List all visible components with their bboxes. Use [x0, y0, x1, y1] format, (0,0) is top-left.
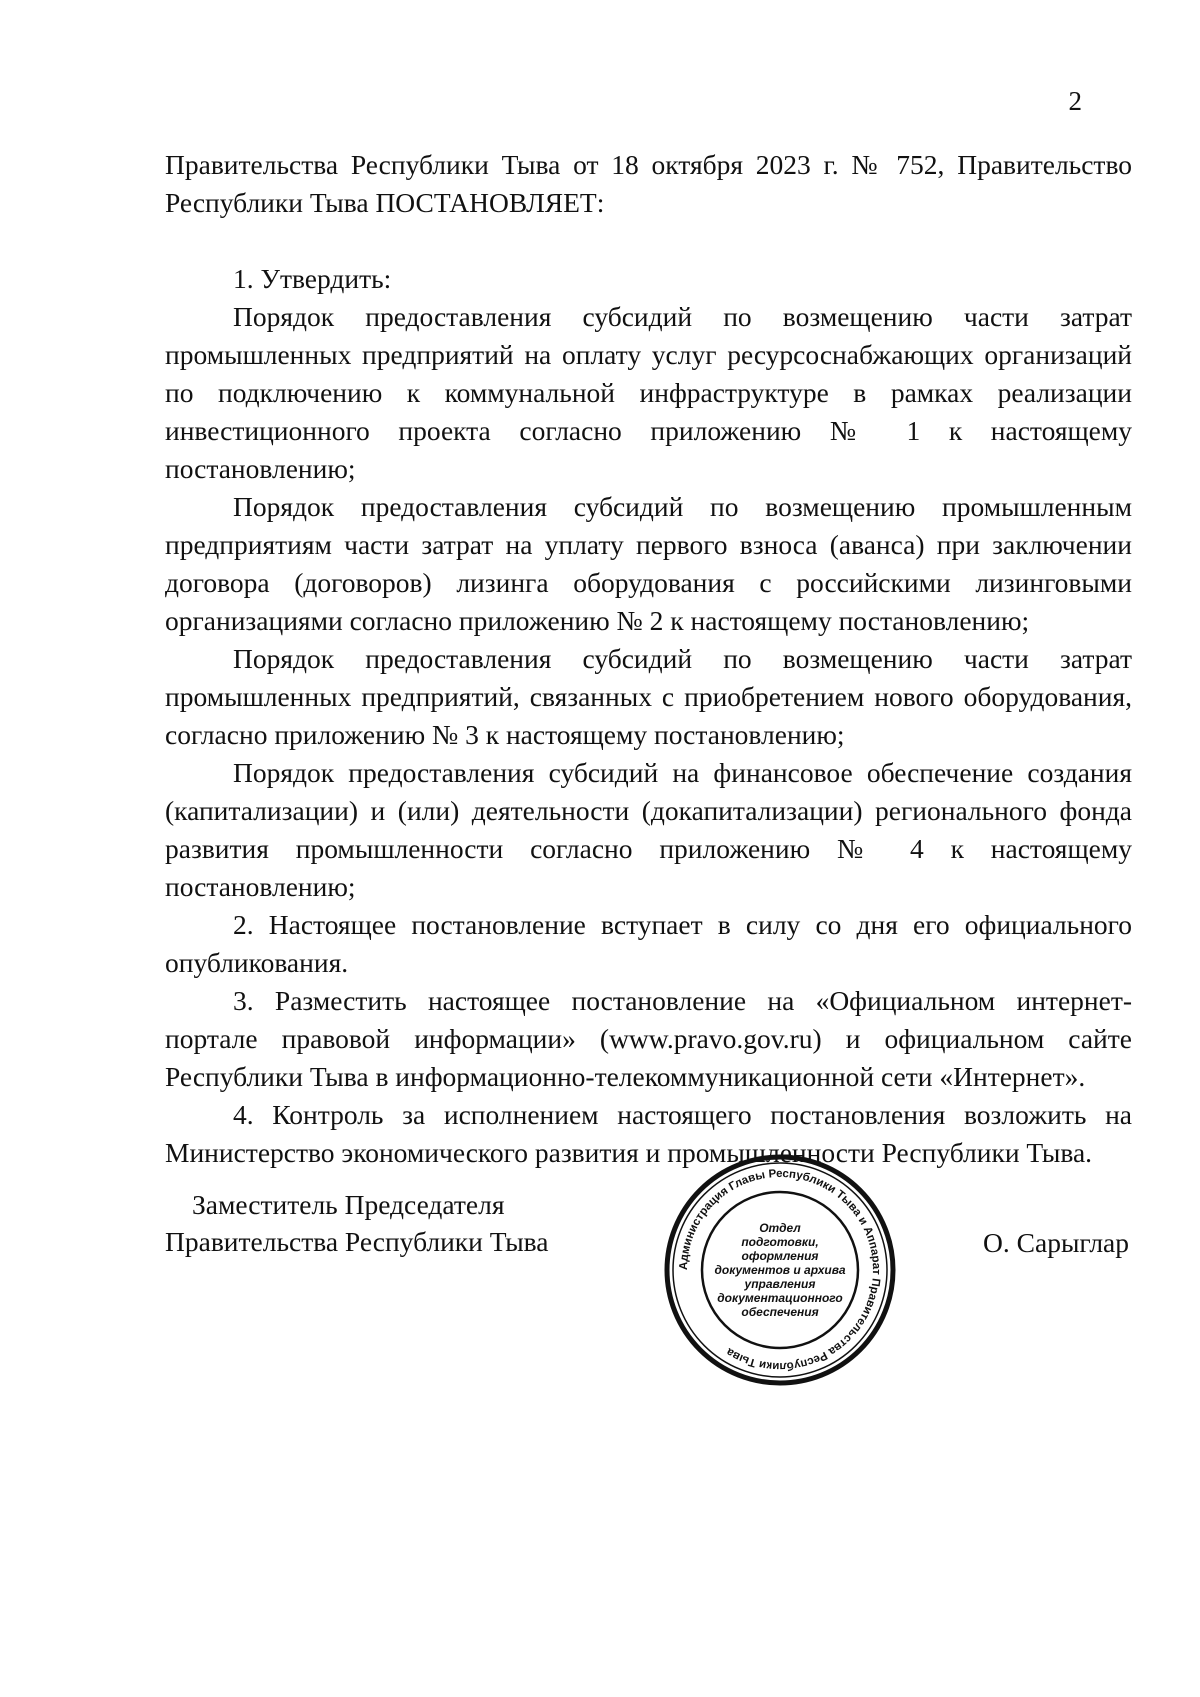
paragraph-item-3: 3. Разместить настоящее постановление на «Официальном интернет-портале правовой информации» (www.pravo.gov.ru) и официальном сайте Республики Тыва в информационно-телекоммуникационной сети «Интернет».: [165, 985, 1132, 1092]
paragraph-order-1: Порядок предоставления субсидий по возмещению части затрат промышленных предприятий на оплату услуг ресурсоснабжающих организаций по подключению к коммунальной инфраструктуре в рамках реализации инвестиционного проекта согласно приложению № 1 к настоящему постановлению;: [165, 301, 1132, 484]
signatory-name: О. Сарыглар: [983, 1227, 1129, 1258]
stamp-inner-line: документов и архива: [714, 1263, 846, 1277]
stamp-graphic: [660, 1150, 900, 1390]
page-number: 2: [1068, 86, 1082, 116]
paragraph-item-4: 4. Контроль за исполнением настоящего постановления возложить на Министерство экономического развития и промышленности Республики Тыва.: [165, 1099, 1132, 1168]
paragraph-order-3: Порядок предоставления субсидий по возмещению части затрат промышленных предприятий, связанных с приобретением нового оборудования, согласно приложению № 3 к настоящему постановлению;: [165, 643, 1132, 750]
signatory-position: [165, 1186, 549, 1260]
stamp-inner-line: обеспечения: [741, 1305, 819, 1319]
stamp-outer-text-path: Администрация Главы Республики Тыва и Аппарат Правительства Республики Тыва: [677, 1167, 883, 1373]
paragraph-preamble: Правительства Республики Тыва от 18 октября 2023 г. № 752, Правительство Республики Тыва ПОСТАНОВЛЯЕТ:: [165, 149, 1132, 218]
stamp-inner-line: документационного: [717, 1291, 843, 1305]
paragraph-gap: [165, 222, 1132, 260]
paragraph-order-2: Порядок предоставления субсидий по возмещению промышленным предприятиям части затрат на уплату первого взноса (аванса) при заключении договора (договоров) лизинга оборудования с российскими лизинговыми организациями согласно приложению № 2 к настоящему постановлению;: [165, 491, 1132, 636]
stamp-inner-line: управления: [744, 1277, 816, 1291]
stamp-inner-line: Отдел: [759, 1221, 801, 1235]
signatory-position-line-1: Заместитель Председателя: [192, 1189, 505, 1220]
signatory-position-line-2: Правительства Республики Тыва: [165, 1226, 549, 1257]
paragraph-item-1: 1. Утвердить:: [233, 263, 392, 294]
official-stamp: [660, 1150, 900, 1390]
paragraph-item-2: 2. Настоящее постановление вступает в силу со дня его официального опубликования.: [165, 909, 1132, 978]
document-body: [165, 146, 1132, 1172]
stamp-inner-line: подготовки,: [741, 1235, 819, 1249]
paragraph-order-4: Порядок предоставления субсидий на финансовое обеспечение создания (капитализации) и (или) деятельности (докапитализации) регионального фонда развития промышленности согласно приложению № 4 к настоящему постановлению;: [165, 757, 1132, 902]
stamp-inner-text: [714, 1221, 845, 1319]
stamp-inner-line: оформления: [741, 1249, 819, 1263]
